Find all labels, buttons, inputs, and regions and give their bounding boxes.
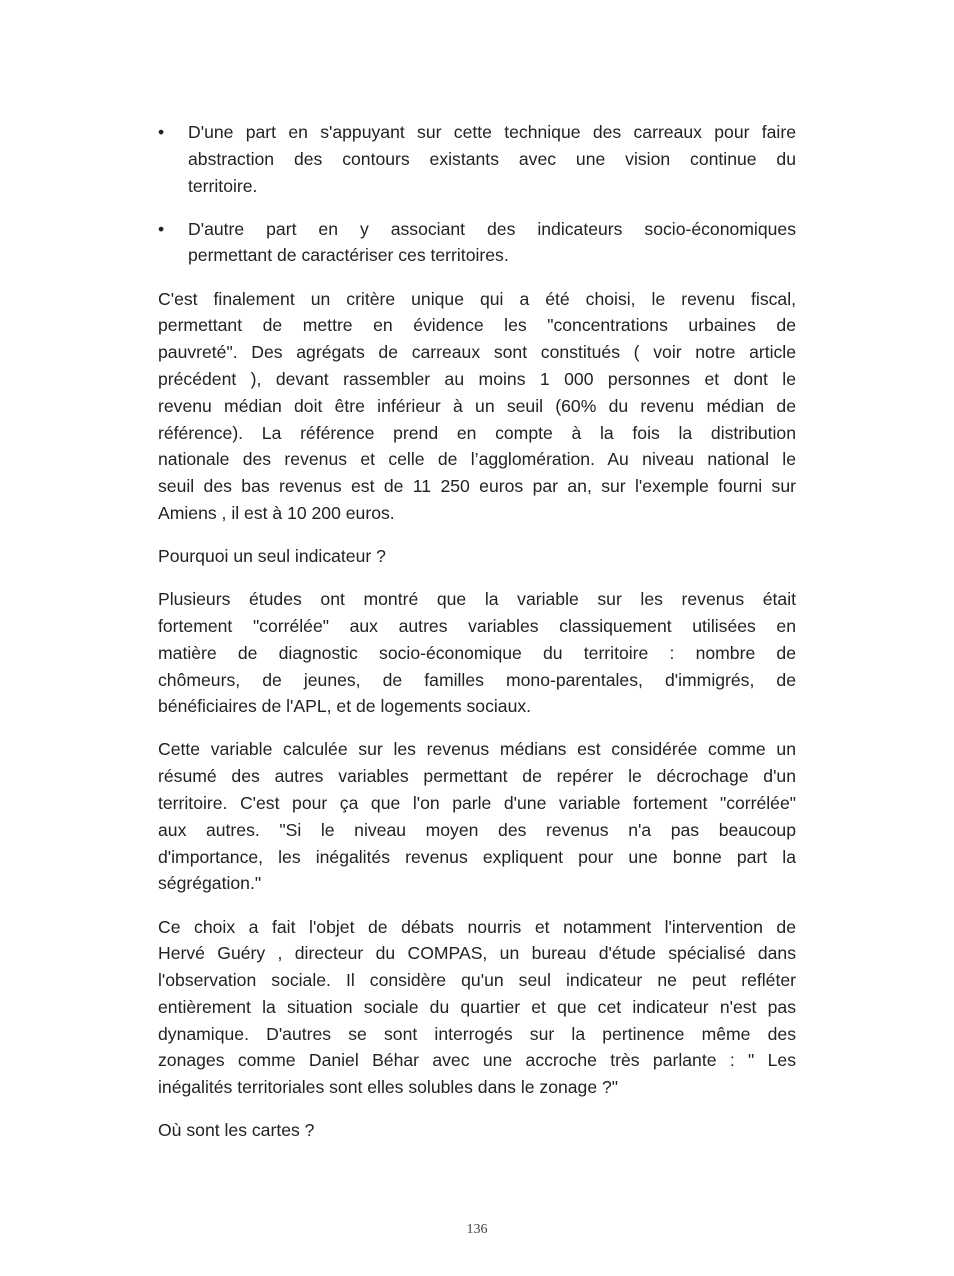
text-line: résumé des autres variables permettant de repérer le décrochage d'un: [158, 766, 796, 787]
text-line: nationale des revenus et celle de l’agglomération. Au niveau national le: [158, 449, 796, 470]
text-line: entièrement la situation sociale du quartier et que cet indicateur n'est pas: [158, 996, 796, 1017]
bullet-icon: •: [158, 122, 165, 142]
text-line: permettant de caractériser ces territoires.: [188, 245, 509, 266]
paragraph: [158, 286, 796, 527]
text-line: Où sont les cartes ?: [158, 1120, 315, 1141]
bullet-item: [158, 216, 796, 270]
text-line: bénéficiaires de l'APL, et de logements sociaux.: [158, 696, 532, 717]
text-line: ségrégation.": [158, 873, 262, 894]
text-line: inégalités territoriales sont elles solubles dans le zonage ?": [158, 1077, 619, 1098]
paragraph: [158, 1117, 796, 1144]
document-body: [158, 119, 796, 1160]
text-line: dynamique. D'autres se sont interrogés sur la pertinence même des: [158, 1023, 796, 1044]
bullet-text: [188, 216, 796, 270]
text-line: aux autres. "Si le niveau moyen des revenus n'a pas beaucoup: [158, 819, 796, 840]
text-line: revenu médian doit être inférieur à un seuil (60% du revenu médian de: [158, 395, 796, 416]
paragraph: [158, 543, 796, 570]
text-line: zonages comme Daniel Béhar avec une accroche très parlante : " Les: [158, 1050, 796, 1071]
page-number: 136: [466, 1222, 488, 1237]
text-line: l'observation sociale. Il considère qu'un seul indicateur ne peut refléter: [158, 970, 796, 991]
text-line: Amiens , il est à 10 200 euros.: [158, 502, 395, 523]
text-line: chômeurs, de jeunes, de familles mono-parentales, d'immigrés, de: [158, 669, 796, 690]
bullet-text: [188, 119, 796, 199]
paragraph: [158, 736, 796, 897]
text-line: territoire.: [188, 175, 258, 196]
text-line: Hervé Guéry , directeur du COMPAS, un bureau d'étude spécialisé dans: [158, 943, 796, 964]
text-line: matière de diagnostic socio-économique du territoire : nombre de: [158, 642, 796, 663]
text-line: Pourquoi un seul indicateur ?: [158, 546, 386, 567]
paragraph: [158, 586, 796, 720]
text-line: Cette variable calculée sur les revenus médians est considérée comme un: [158, 739, 796, 760]
bullet-item: [158, 119, 796, 199]
text-line: D'autre part en y associant des indicateurs socio-économiques: [188, 218, 796, 239]
text-line: pauvreté". Des agrégats de carreaux sont constitués ( voir notre article: [158, 342, 796, 363]
paragraph: [158, 914, 796, 1102]
text-line: référence). La référence prend en compte à la fois la distribution: [158, 422, 796, 443]
text-line: territoire. C'est pour ça que l'on parle d'une variable fortement "corrélée": [158, 793, 796, 814]
text-line: d'importance, les inégalités revenus expliquent pour une bonne part la: [158, 846, 796, 867]
bullet-icon: •: [158, 218, 165, 239]
text-line: C'est finalement un critère unique qui a été choisi, le revenu fiscal,: [158, 288, 796, 309]
text-line: abstraction des contours existants avec une vision continue du: [188, 148, 796, 169]
text-line: Ce choix a fait l'objet de débats nourris et notamment l'intervention de: [158, 916, 796, 937]
text-line: D'une part en s'appuyant sur cette technique des carreaux pour faire: [188, 122, 796, 142]
text-line: Plusieurs études ont montré que la variable sur les revenus était: [158, 589, 796, 610]
text-line: fortement "corrélée" aux autres variables classiquement utilisées en: [158, 615, 796, 636]
text-line: seuil des bas revenus est de 11 250 euros par an, sur l'exemple fourni sur: [158, 476, 796, 497]
text-line: précédent ), devant rassembler au moins 1 000 personnes et dont le: [158, 368, 796, 389]
text-line: permettant de mettre en évidence les "concentrations urbaines de: [158, 315, 796, 336]
